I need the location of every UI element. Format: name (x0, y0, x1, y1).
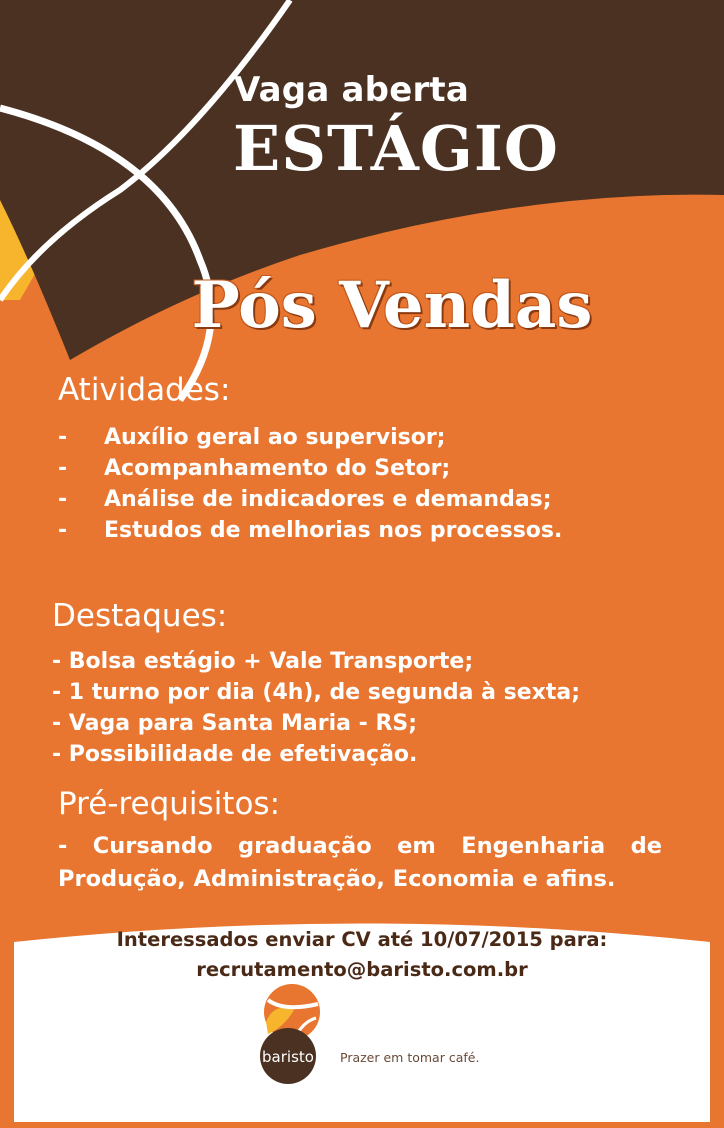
list-item: - Possibilidade de efetivação. (52, 742, 418, 767)
req-word: em (397, 833, 436, 859)
activity-text: Estudos de melhorias nos processos. (104, 518, 563, 543)
activities-list (58, 422, 562, 546)
highlights-heading: Destaques: (52, 598, 228, 634)
contact-email[interactable]: recrutamento@baristo.com.br (196, 958, 528, 981)
list-item: - 1 turno por dia (4h), de segunda à sexta; (52, 680, 581, 705)
req-word: de (630, 833, 662, 859)
req-word: graduação (237, 833, 372, 859)
req-word: - (58, 833, 68, 859)
header-title: ESTÁGIO (233, 112, 559, 185)
baristo-logo (254, 982, 334, 1092)
baristo-logo-icon (254, 982, 334, 1092)
activity-text: Acompanhamento do Setor; (104, 456, 451, 481)
requirements-line-2: Produção, Administração, Economia e afins. (58, 866, 616, 892)
requirements-text (58, 830, 662, 896)
list-item: - Análise de indicadores e demandas; (58, 487, 552, 512)
list-item: - Bolsa estágio + Vale Transporte; (52, 649, 474, 674)
activity-text: Análise de indicadores e demandas; (104, 487, 552, 512)
role-title: Pós Vendas (191, 268, 593, 343)
brand-tagline: Prazer em tomar café. (340, 1050, 480, 1065)
requirements-heading: Pré-requisitos: (58, 786, 281, 822)
header-subtitle: Vaga aberta (234, 70, 470, 110)
list-item: - Estudos de melhorias nos processos. (58, 518, 563, 543)
highlights-list (52, 646, 580, 770)
list-item: - Acompanhamento do Setor; (58, 456, 451, 481)
req-word: Cursando (92, 833, 213, 859)
contact-panel (14, 924, 710, 1123)
req-word: Engenharia (461, 833, 606, 859)
list-item: - Auxílio geral ao supervisor; (58, 425, 446, 450)
requirements-line-1 (58, 830, 662, 863)
activities-heading: Atividades: (58, 372, 231, 408)
logo-text: baristo (262, 1048, 314, 1066)
activity-text: Auxílio geral ao supervisor; (104, 425, 446, 450)
contact-instructions: Interessados enviar CV até 10/07/2015 para: (116, 928, 608, 951)
list-item: - Vaga para Santa Maria - RS; (52, 711, 418, 736)
